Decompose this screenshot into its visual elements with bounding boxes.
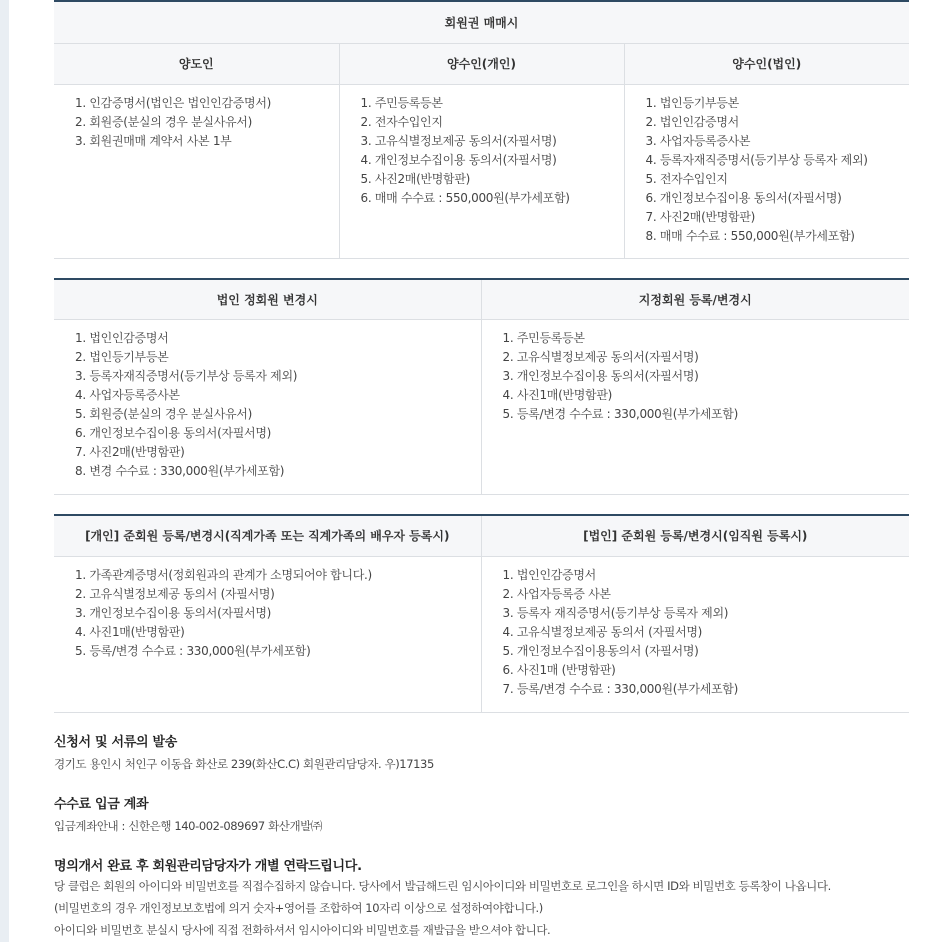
list-item: 3. 사업자등록증사본: [645, 133, 751, 148]
individual-associate-documents: [54, 556, 481, 712]
list-item: 5. 등록/변경 수수료 : 330,000원(부가세포함): [502, 407, 738, 421]
list-item: 1. 법인등기부등본: [645, 95, 739, 110]
corporate-associate-header: [법인] 준회원 등록/변경시(임직원 등록시): [481, 515, 909, 556]
designated-member-documents: [481, 320, 909, 495]
list-item: 2. 전자수입인지: [360, 114, 443, 129]
list-item: 5. 전자수입인지: [645, 171, 728, 186]
list-item: 7. 등록/변경 수수료 : 330,000원(부가세포함): [502, 681, 738, 696]
list-item: 2. 사업자등록증 사본: [502, 586, 611, 601]
list-item: 1. 법인인감증명서: [502, 567, 596, 582]
mail-address: 경기도 용인시 처인구 이동읍 화산로 239(화산C.C) 회원관리담당자. 우)17135: [54, 756, 434, 771]
transferee-corporate-documents: [624, 84, 909, 258]
list-item: 6. 매매 수수료 : 550,000원(부가세포함): [360, 190, 570, 205]
contact-section-title: 명의개서 완료 후 회원관리담당자가 개별 연락드립니다.: [54, 858, 362, 874]
list-item: 4. 등록자재직증명서(등기부상 등록자 제외): [645, 152, 868, 167]
corporate-associate-documents: [481, 556, 909, 712]
list-item: 7. 사진2매(반명함판): [75, 445, 185, 459]
list-item: 5. 등록/변경 수수료 : 330,000원(부가세포함): [75, 643, 311, 658]
transferee-corporate-header: 양수인(법인): [624, 43, 909, 84]
list-item: 8. 변경 수수료 : 330,000원(부가세포함): [75, 464, 285, 478]
list-item: 2. 고유식별정보제공 동의서 (자필서명): [75, 586, 275, 601]
list-item: 2. 고유식별정보제공 동의서(자필서명): [502, 350, 699, 364]
transferor-documents: [54, 84, 339, 258]
membership-trade-table: [54, 0, 909, 259]
list-item: 2. 법인인감증명서: [645, 114, 739, 129]
list-item: 4. 개인정보수집이용 동의서(자필서명): [360, 152, 557, 167]
contact-line: 아이디와 비밀번호 분실시 당사에 직접 전화하셔서 임시아이디와 비밀번호를 재발급을 받으셔야 합니다.: [54, 922, 551, 937]
list-item: 3. 등록자 재직증명서(등기부상 등록자 제외): [502, 605, 729, 620]
list-item: 6. 개인정보수집이용 동의서(자필서명): [645, 190, 842, 205]
list-item: 3. 등록자재직증명서(등기부상 등록자 제외): [75, 369, 298, 383]
mail-section-title: 신청서 및 서류의 발송: [54, 734, 177, 750]
list-item: 1. 주민등록등본: [360, 95, 443, 110]
list-item: 7. 사진2매(반명함판): [645, 209, 756, 224]
list-item: 3. 개인정보수집이용 동의서(자필서명): [502, 369, 699, 383]
list-item: 6. 사진1매 (반명함판): [502, 662, 616, 677]
list-item: 4. 사진1매(반명함판): [502, 388, 613, 402]
transferee-individual-header: 양수인(개인): [339, 43, 624, 84]
list-item: 6. 개인정보수집이용 동의서(자필서명): [75, 426, 272, 440]
membership-trade-title: 회원권 매매시: [54, 1, 909, 43]
account-info: 입금계좌안내 : 신한은행 140-002-089697 화산개발㈜: [54, 818, 323, 833]
list-item: 4. 사진1매(반명함판): [75, 624, 185, 639]
designated-member-header: 지정회원 등록/변경시: [481, 279, 909, 320]
transferee-individual-documents: [339, 84, 624, 258]
list-item: 5. 개인정보수집이용동의서 (자필서명): [502, 643, 699, 658]
member-change-table: [54, 278, 909, 496]
list-item: 4. 사업자등록증사본: [75, 388, 180, 402]
transferor-header: 양도인: [54, 43, 339, 84]
list-item: 2. 법인등기부등본: [75, 350, 169, 364]
document-content: [54, 0, 909, 940]
corporate-regular-member-header: 법인 정회원 변경시: [54, 279, 481, 320]
corporate-regular-member-documents: [54, 320, 481, 495]
account-section-title: 수수료 입금 계좌: [54, 796, 149, 812]
list-item: 1. 주민등록등본: [502, 331, 585, 345]
list-item: 5. 사진2매(반명함판): [360, 171, 471, 186]
list-item: 1. 인감증명서(법인은 법인인감증명서): [75, 95, 272, 110]
list-item: 5. 회원증(분실의 경우 분실사유서): [75, 407, 252, 421]
individual-associate-header: [개인] 준회원 등록/변경시(직계가족 또는 직계가족의 배우자 등록시): [54, 515, 481, 556]
list-item: 1. 가족관계증명서(정회원과의 관계가 소명되어야 합니다.): [75, 567, 372, 582]
associate-member-table: [54, 514, 909, 713]
list-item: 2. 회원증(분실의 경우 분실사유서): [75, 114, 252, 129]
page-left-strip: [0, 0, 9, 942]
list-item: 3. 고유식별정보제공 동의서(자필서명): [360, 133, 557, 148]
list-item: 8. 매매 수수료 : 550,000원(부가세포함): [645, 228, 855, 243]
contact-line: (비밀번호의 경우 개인정보보호법에 의거 숫자+영어를 조합하여 10자리 이상으로 설정하여야합니다.): [54, 900, 543, 915]
list-item: 4. 고유식별정보제공 동의서 (자필서명): [502, 624, 703, 639]
contact-line: 당 클럽은 회원의 아이디와 비밀번호를 직접수집하지 않습니다. 당사에서 발급해드린 임시아이디와 비밀번호로 로그인을 하시면 ID와 비밀번호 등록창이 나옵니다.: [54, 878, 831, 893]
account-section: [54, 793, 909, 836]
list-item: 1. 법인인감증명서: [75, 331, 169, 345]
contact-section: [54, 855, 909, 940]
list-item: 3. 개인정보수집이용 동의서(자필서명): [75, 605, 272, 620]
list-item: 3. 회원권매매 계약서 사본 1부: [75, 133, 232, 148]
mail-section: [54, 731, 909, 774]
